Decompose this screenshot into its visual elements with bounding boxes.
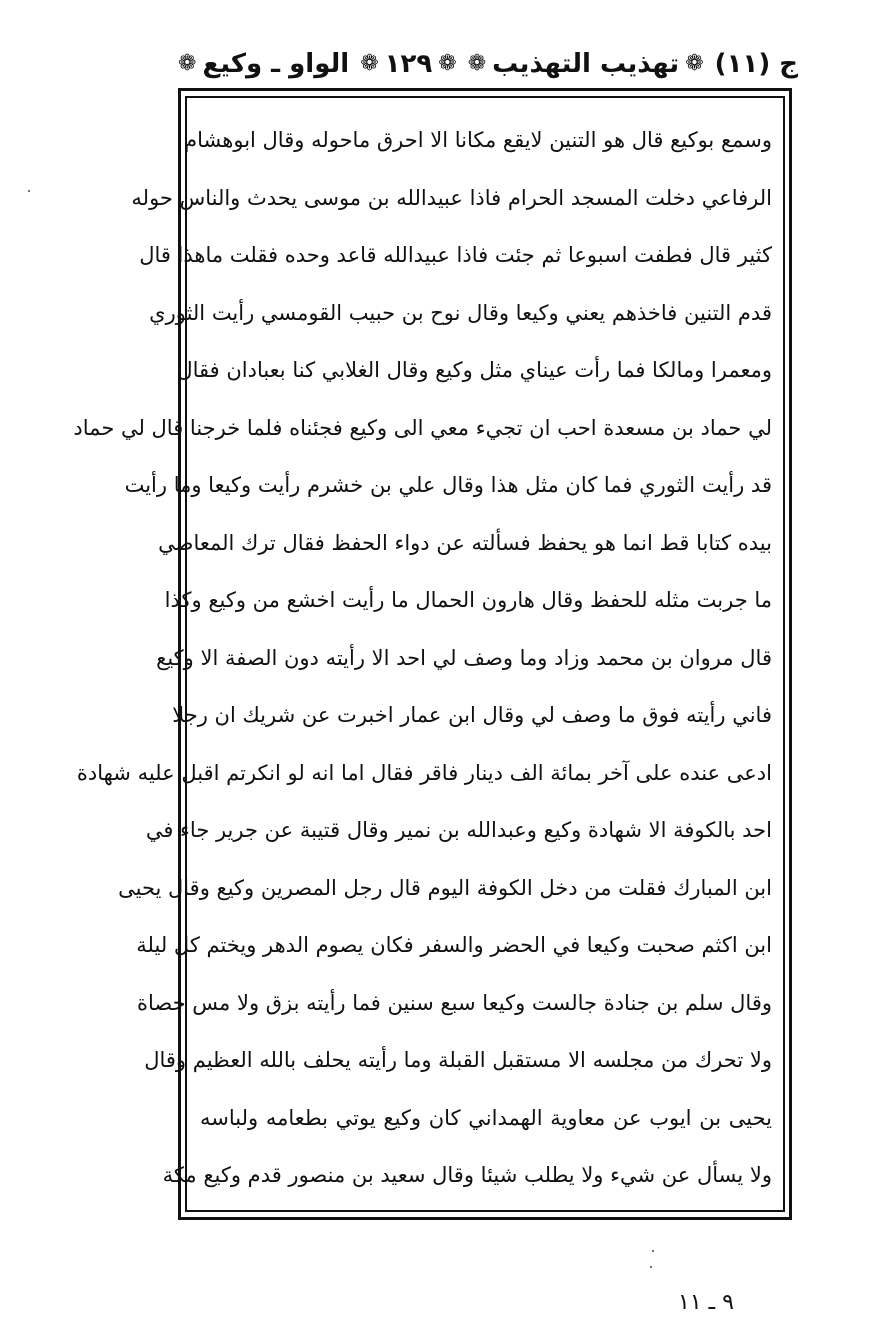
- ornament-icon: ❁: [360, 51, 379, 76]
- print-speck: [28, 190, 30, 192]
- text-line: ولا يسأل عن شيء ولا يطلب شيئا وقال سعيد بن منصور قدم وكيع مكة: [162, 1163, 772, 1187]
- header-volume: ج (١١): [714, 49, 798, 79]
- text-line: وقال سلم بن جنادة جالست وكيعا سبع سنين فما رأيته بزق ولا مس حصاة: [137, 990, 772, 1015]
- ornament-icon: ❁: [685, 51, 704, 76]
- text-line: ادعى عنده على آخر بمائة الف دينار فاقر فقال اما انه لو انكرتم اقبل عليه شهادة: [76, 760, 772, 785]
- print-speck: [652, 1250, 654, 1252]
- text-line: قدم التنين فاخذهم يعني وكيعا وقال نوح بن حبيب القومسي رأيت الثوري: [149, 300, 772, 325]
- text-line: ومعمرا ومالكا فما رأت عيناي مثل وكيع وقال الغلابي كنا بعبادان فقال: [177, 358, 772, 382]
- page-header: [178, 40, 798, 88]
- text-line: يحيى بن ايوب عن معاوية الهمداني كان وكيع يوتي بطعامه ولباسه: [200, 1105, 772, 1130]
- text-line: بيده كتابا قط انما هو يحفظ فسألته عن دواء الحفظ فقال ترك المعاصي: [158, 530, 772, 555]
- header-title-group: [468, 49, 704, 79]
- signature-mark: ٩ ـ ١١: [678, 1290, 734, 1315]
- text-line: لي حماد بن مسعدة احب ان تجيء معي الى وكيع فجئناه فلما خرجنا قال لي حماد: [73, 415, 772, 440]
- text-line: احد بالكوفة الا شهادة وكيع وعبدالله بن نمير وقال قتيبة عن جرير جاء في: [145, 818, 772, 842]
- print-speck: [650, 1266, 652, 1268]
- text-line: كثير قال فطفت اسبوعا ثم جئت فاذا عبيدالله قاعد وحده فقلت ماهذا قال: [139, 243, 772, 267]
- header-section-group: [178, 49, 349, 79]
- text-line: ولا تحرك من مجلسه الا مستقبل القبلة وما رأيته يحلف بالله العظيم وقال: [144, 1048, 772, 1072]
- text-line: ما جربت مثله للحفظ وقال هارون الحمال ما رأيت اخشع من وكيع وكذا: [164, 588, 772, 612]
- text-line: قال مروان بن محمد وزاد وما وصف لي احد الا رأيته دون الصفة الا وكيع: [156, 645, 772, 670]
- header-section: الواو ـ وكيع: [202, 49, 350, 79]
- text-line: قد رأيت الثوري فما كان مثل هذا وقال علي بن خشرم رأيت وكيعا وما رأيت: [124, 473, 772, 497]
- ornament-icon: ❁: [178, 51, 197, 76]
- header-page-number: ١٢٩: [384, 49, 433, 79]
- header-book-title: تهذيب التهذيب: [492, 49, 680, 79]
- text-line: وسمع بوكيع قال هو التنين لايقع مكانا الا احرق ماحوله وقال ابوهشام: [184, 128, 772, 152]
- text-line: ابن اكثم صحبت وكيعا في الحضر والسفر فكان يصوم الدهر ويختم كل ليلة: [136, 933, 772, 957]
- header-page-group: [360, 49, 456, 79]
- text-line: الرفاعي دخلت المسجد الحرام فاذا عبيدالله بن موسى يحدث والناس حوله: [131, 185, 772, 210]
- text-line: فاني رأيته فوق ما وصف لي وقال ابن عمار اخبرت عن شريك ان رجلا: [172, 703, 772, 727]
- ornament-icon: ❁: [438, 51, 457, 76]
- text-line: ابن المبارك فقلت من دخل الكوفة اليوم قال رجل المصرين وكيع وقال يحيى: [118, 875, 772, 900]
- text-body: [73, 112, 772, 1205]
- header-volume-group: [715, 49, 798, 79]
- ornament-icon: ❁: [467, 51, 487, 76]
